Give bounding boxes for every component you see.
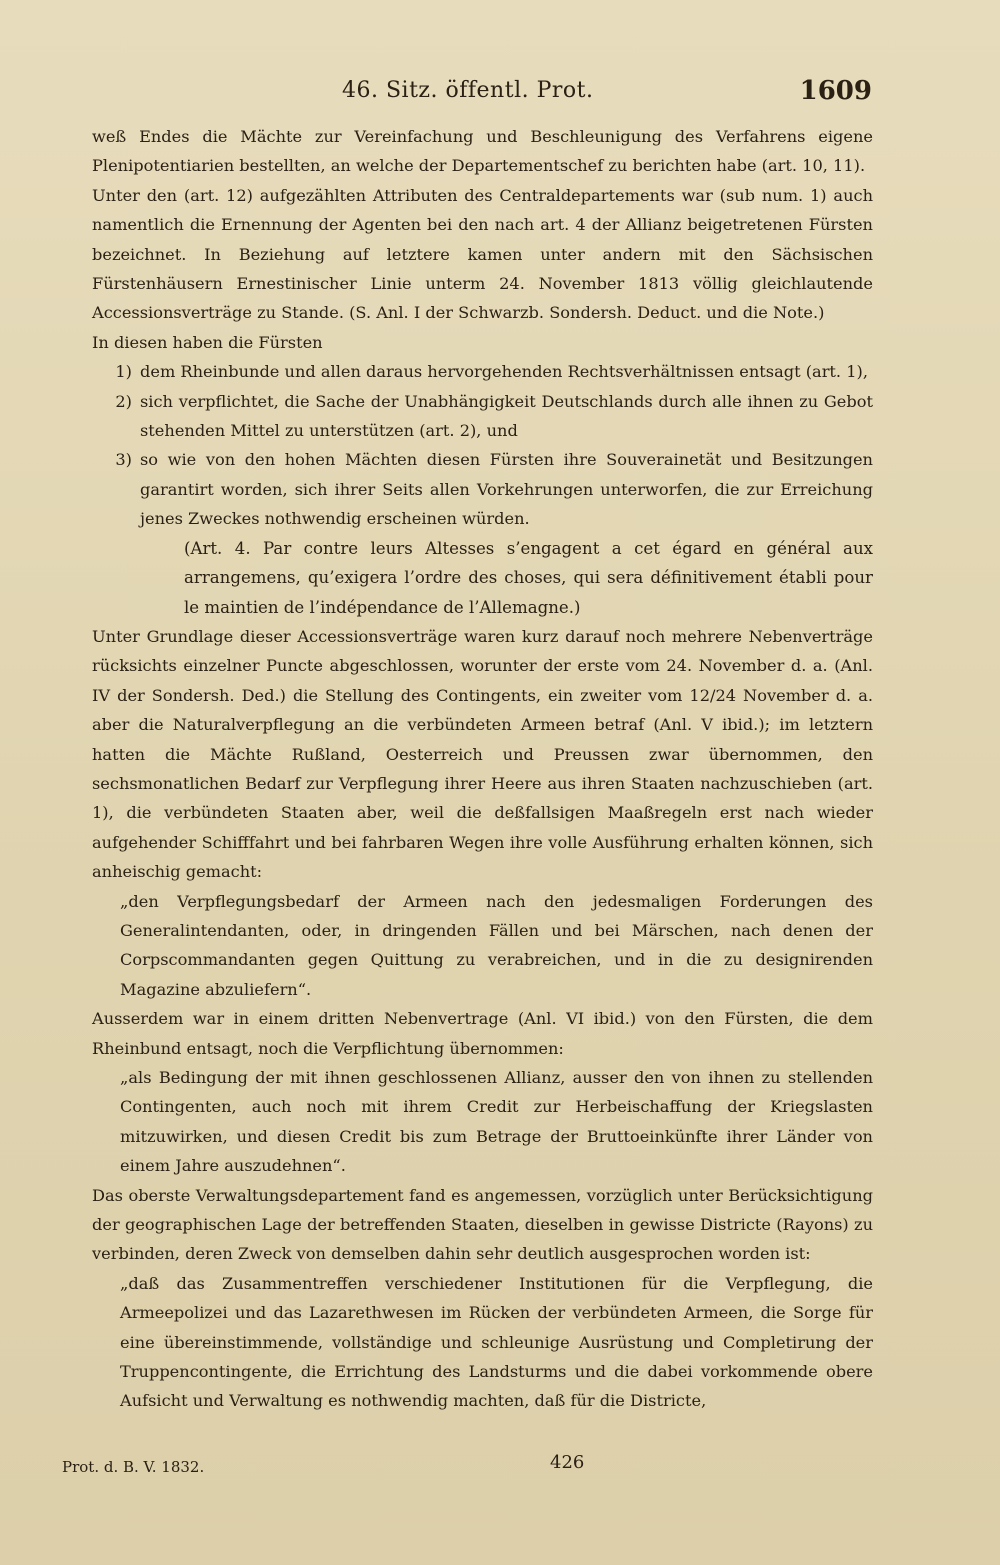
list-item-text: so wie von den hohen Mächten diesen Fürsten ihre Souverainetät und Besitzungen garantirt worden, sich ihrer Seits allen Vorkehrungen unterworfen, die zur Erreichung jenes Zweckes nothwendig erscheinen würden. [140, 450, 873, 529]
french-article-quote: (Art. 4. Par contre leurs Altesses s’engagent a cet égard en général aux arrangemens, qu’exigera l’ordre des choses, qui sera définitivement établi pour le maintien de l’indépendance de l’Allemagne.) [184, 538, 873, 617]
list-item-text: dem Rheinbunde und allen daraus hervorgehenden Rechtsverhältnissen entsagt (art. 1), [140, 362, 868, 382]
page-footer [0, 1452, 1000, 1482]
quote-provisions: „den Verpflegungsbedarf der Armeen nach den jedesmaligen Forderungen des Generalintendanten, oder, in dringenden Fällen und bei Märschen, nach denen der Corpscommandanten gegen Quittung zu verabreichen, und in die zu designirenden Magazine abzuliefern“. [120, 891, 873, 999]
running-title: 46. Sitz. öffentl. Prot. [342, 78, 594, 103]
list-item-text: sich verpflichtet, die Sache der Unabhängigkeit Deutschlands durch alle ihnen zu Gebot stehenden Mittel zu unterstützen (art. 2), und [140, 391, 873, 441]
paragraph-third-treaty: Ausserdem war in einem dritten Nebenvertrage (Anl. VI ibid.) von den Fürsten, die dem Rheinbund entsagt, noch die Verpflichtung übernommen: [92, 1009, 873, 1058]
list-item [92, 387, 873, 446]
paragraph-districts: Das oberste Verwaltungsdepartement fand es angemessen, vorzüglich unter Berücksichtigung der geographischen Lage der betreffenden Staaten, dieselben in gewisse Districte (Rayons) zu verbinden, deren Zweck von demselben dahin sehr deutlich ausgesprochen worden ist: [92, 1185, 873, 1264]
obligations-list [92, 357, 873, 533]
list-item-number: 3) [115, 450, 132, 470]
paragraph-continuation: weß Endes die Mächte zur Vereinfachung und Beschleunigung des Verfahrens eigene Plenipotentiarien bestellten, an welche der Departementschef zu berichten habe (art. 10, 11). [92, 127, 873, 176]
page-header [0, 74, 1000, 114]
list-item-number: 1) [115, 362, 132, 382]
footer-signature: Prot. d. B. V. 1832. [62, 1458, 205, 1476]
paragraph-side-treaties: Unter Grundlage dieser Accessionsverträge waren kurz darauf noch mehrere Nebenverträge rücksichts einzelner Puncte abgeschlossen, worunter der erste vom 24. November d. a. (Anl. IV der Sondersh. Ded.) die Stellung des Contingents, ein zweiter vom 12/24 November d. a. aber die Naturalverpflegung an die verbündeten Armeen betraf (Anl. V ibid.); im letztern hatten die Mächte Rußland, Oesterreich und Preussen zwar übernommen, den sechsmonatlichen Bedarf zur Verpflegung ihrer Heere aus ihren Staaten nachzuschieben (art. 1), die verbündeten Staaten aber, weil die deßfallsigen Maaßregeln erst nach wieder aufgehender Schifffahrt und bei fahrbaren Wegen ihre volle Ausführung erhalten können, sich anheischig gemacht: [92, 626, 873, 882]
paragraph-intro-list: In diesen haben die Fürsten [92, 332, 323, 352]
list-item-number: 2) [115, 391, 132, 411]
paragraph-attributes [92, 181, 873, 328]
paragraph-attributes-text: Unter den (art. 12) aufgezählten Attributen des Centraldepartements war (sub num. 1) auch namentlich die Ernennung der Agenten bei den nach art. 4 der Allianz beigetretenen Fürsten bezeichnet. In Beziehung auf letztere kamen unter andern mit den Sächsischen Fürstenhäusern Ernestinischer Linie unterm 24. November 1813 völlig gleichlautende Accessionsverträge zu Stande. (S. Anl. I der Schwarzb. Sondersh. Deduct. und die Note.) [92, 185, 873, 323]
quote-credit: „als Bedingung der mit ihnen geschlossenen Allianz, ausser den von ihnen zu stellenden Contingenten, auch noch mit ihrem Credit zur Herbeischaffung der Kriegslasten mitzuwirken, und diesen Credit bis zum Betrage der Bruttoeinkünfte ihrer Länder von einem Jahre auszudehnen“. [120, 1068, 873, 1176]
list-item [92, 357, 873, 386]
sheet-number: 426 [550, 1452, 585, 1473]
page-number: 1609 [799, 76, 872, 106]
main-text [92, 122, 873, 1416]
quote-districts: „daß das Zusammentreffen verschiedener Institutionen für die Verpflegung, die Armeepolizei und das Lazarethwesen im Rücken der verbündeten Armeen, die Sorge für eine übereinstimmende, vollständige und schleunige Ausrüstung und Completirung der Truppencontingente, die Errichtung des Landsturms und die dabei vorkommende obere Aufsicht und Verwaltung es nothwendig machten, daß für die Districte, [120, 1273, 873, 1411]
list-item [92, 445, 873, 533]
